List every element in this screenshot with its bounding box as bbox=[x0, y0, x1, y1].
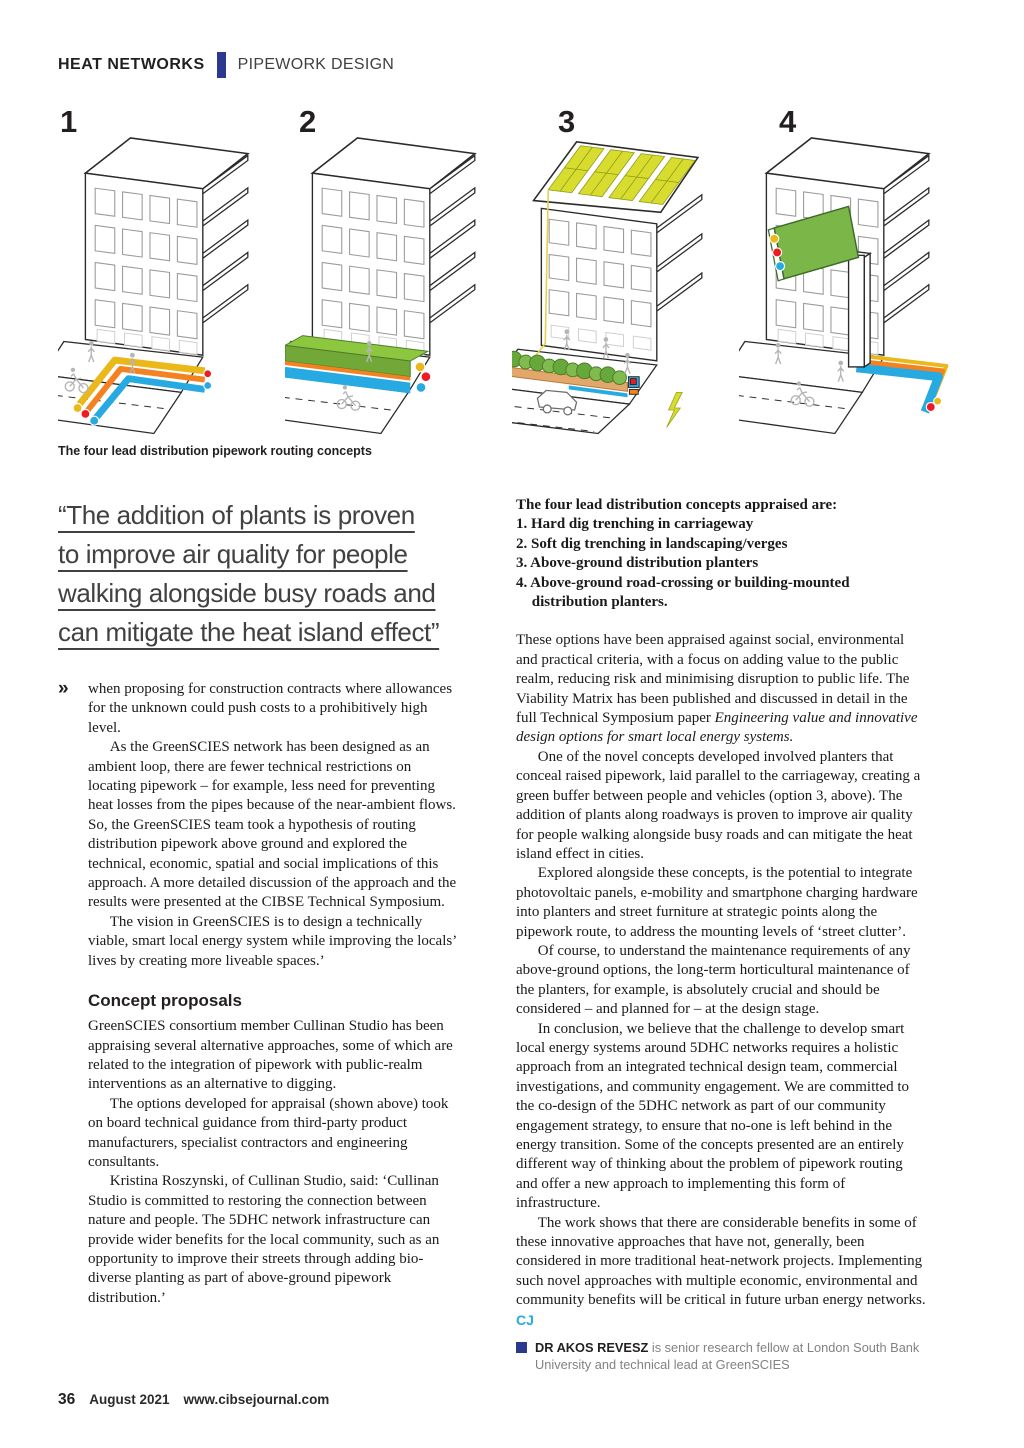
kicker-divider-bar bbox=[217, 52, 226, 78]
concept-illustration-4 bbox=[739, 106, 966, 438]
concept-illustration-3 bbox=[512, 106, 739, 438]
figure-caption: The four lead distribution pipework routing concepts bbox=[58, 444, 372, 458]
page-footer bbox=[58, 1391, 329, 1409]
paragraph-text: These options have been appraised against social, environmental and practical criteria, with a focus on adding value to the public realm, reducing risk and minimising disruption to public life. The Viability Matrix has been published and discussed in detail in the full Technical Symposium paper bbox=[516, 632, 910, 727]
body-paragraph bbox=[516, 1214, 928, 1331]
list-item: 2. Soft dig trenching in landscaping/verges bbox=[516, 535, 788, 552]
concept-figure-2 bbox=[285, 106, 512, 438]
support-column bbox=[849, 251, 871, 366]
pull-quote-line: to improve air quality for people bbox=[58, 539, 408, 569]
building-facade bbox=[541, 208, 656, 360]
pull-quote-line: can mitigate the heat island effect” bbox=[58, 617, 440, 647]
section-heading: Concept proposals bbox=[88, 991, 242, 1011]
left-body-text bbox=[58, 680, 460, 1308]
concept-illustration-1 bbox=[58, 106, 285, 438]
pull-quote-line: “The addition of plants is proven bbox=[58, 500, 415, 530]
body-paragraph: GreenSCIES consortium member Cullinan Studio has been appraising several alternative approaches, some of which are related to the integration of pipework with public-realm interventions as an alternative to digging. bbox=[88, 1018, 453, 1093]
concept-list bbox=[516, 496, 928, 612]
concept-number: 2 bbox=[299, 104, 317, 139]
article-columns bbox=[58, 496, 966, 1373]
body-paragraph: Explored alongside these concepts, is the potential to integrate photovoltaic panels, e-mobility and smartphone charging hardware into planters and street furniture at strategic points along the pipework route, to address the mounting levels of ‘street clutter’. bbox=[516, 865, 918, 940]
body-paragraph: In conclusion, we believe that the challenge to develop smart local energy systems around 5DHC networks requires a holistic approach from an integrated technical design team, commercial investigations, and community engagement. We are committed to the co-design of the 5DHC network as part of our community engagement strategy, to ensure that no-one is left behind in the energy transition. Some of the concepts presented are an entirely different way of thinking about the problem of pipework routing and offer a new approach to implementing this form of infrastructure. bbox=[516, 1020, 910, 1212]
pull-quote bbox=[58, 496, 460, 652]
concept-number: 1 bbox=[60, 104, 78, 139]
paper-title-italic: Engineering value and innovative design options for smart local energy systems. bbox=[516, 710, 918, 746]
concept-number: 3 bbox=[558, 104, 576, 139]
list-item: 3. Above-ground distribution planters bbox=[516, 555, 759, 572]
topic-title: PIPEWORK DESIGN bbox=[237, 56, 395, 73]
list-item: 4. Above-ground road-crossing or building-mounted distribution planters. bbox=[516, 574, 850, 611]
concept-figure-4 bbox=[739, 106, 966, 438]
pipe-cross-section bbox=[628, 377, 639, 395]
concept-list-intro: The four lead distribution concepts appraised are: bbox=[516, 497, 838, 513]
list-item: 1. Hard dig trenching in carriageway bbox=[516, 516, 754, 533]
concept-figure-3 bbox=[512, 106, 739, 438]
body-paragraph: The vision in GreenSCIES is to design a technically viable, smart local energy system while improving the locals’ lives by creating more liveable spaces.’ bbox=[88, 913, 457, 969]
author-byline bbox=[516, 1339, 928, 1373]
author-name: DR AKOS REVESZ bbox=[535, 1340, 649, 1356]
body-paragraph: Kristina Roszynski, of Cullinan Studio, said: ‘Cullinan Studio is committed to restoring the connection between nature and people. The 5DHC network infrastructure can provide wider benefits for the local community, such as an opportunity to improve their streets through adding bio-diverse planting as part of above-ground pipework distribution.’ bbox=[88, 1173, 440, 1306]
pull-quote-line: walking alongside busy roads and bbox=[58, 578, 436, 608]
concept-figure-1 bbox=[58, 106, 285, 438]
page-kicker bbox=[58, 52, 966, 78]
paragraph-text: The work shows that there are considerable benefits in some of these innovative approaches that have not, generally, been considered in more traditional heat-network projects. Implementing such novel approaches with multiple economic, environmental and community benefits will be critical in future urban energy networks. bbox=[516, 1214, 926, 1309]
concept-number: 4 bbox=[779, 104, 797, 139]
byline-square-icon bbox=[516, 1342, 527, 1353]
footer-page-number: 36 bbox=[58, 1391, 76, 1408]
body-paragraph: Of course, to understand the maintenance requirements of any above-ground options, the long-term horticultural maintenance of the planters, for example, is absolutely crucial and should be considered – and planned for – at the design stage. bbox=[516, 942, 911, 1018]
footer-date: August 2021 bbox=[89, 1392, 170, 1407]
right-column bbox=[516, 496, 928, 1373]
section-title: HEAT NETWORKS bbox=[58, 56, 205, 73]
body-paragraph: One of the novel concepts developed involved planters that conceal raised pipework, laid parallel to the carriageway, creating a green buffer between people and vehicles (option 3, above). The addition of plants along roadways is proven to improve air quality for people walking alongside busy roads and can mitigate the heat island effect in cities. bbox=[516, 748, 921, 862]
body-paragraph: As the GreenSCIES network has been designed as an ambient loop, there are fewer technical restrictions on locating pipework – for example, less need for preventing heat losses from the pipes because of the near-ambient flows. So, the GreenSCIES team took a hypothesis of routing distribution pipework above ground and explored the technical, economic, spatial and social implications of this approach. A more detailed discussion of the approach and the results were presented at the CIBSE Technical Symposium. bbox=[88, 739, 457, 911]
ev-lightning-icon bbox=[667, 392, 683, 427]
continuation-marker: » bbox=[58, 678, 69, 699]
byline-text bbox=[535, 1339, 928, 1373]
body-paragraph: when proposing for construction contracts where allowances for the unknown could push costs to a prohibitively high level. bbox=[88, 681, 453, 736]
footer-site-url: www.cibsejournal.com bbox=[183, 1392, 330, 1407]
concept-illustration-2 bbox=[285, 106, 512, 438]
body-paragraph bbox=[516, 631, 928, 747]
building-facade bbox=[85, 173, 202, 355]
author-description: is senior research fellow at London South Bank University and technical lead at GreenSCIES bbox=[535, 1340, 920, 1373]
left-column bbox=[58, 496, 460, 1373]
body-paragraph: The options developed for appraisal (shown above) took on board technical guidance from third-party product manufacturers, specialist contractors and engineering consultants. bbox=[88, 1095, 449, 1170]
building-facade bbox=[312, 173, 429, 355]
cj-end-mark: CJ bbox=[516, 1311, 534, 1328]
concept-figure-row bbox=[58, 106, 966, 438]
